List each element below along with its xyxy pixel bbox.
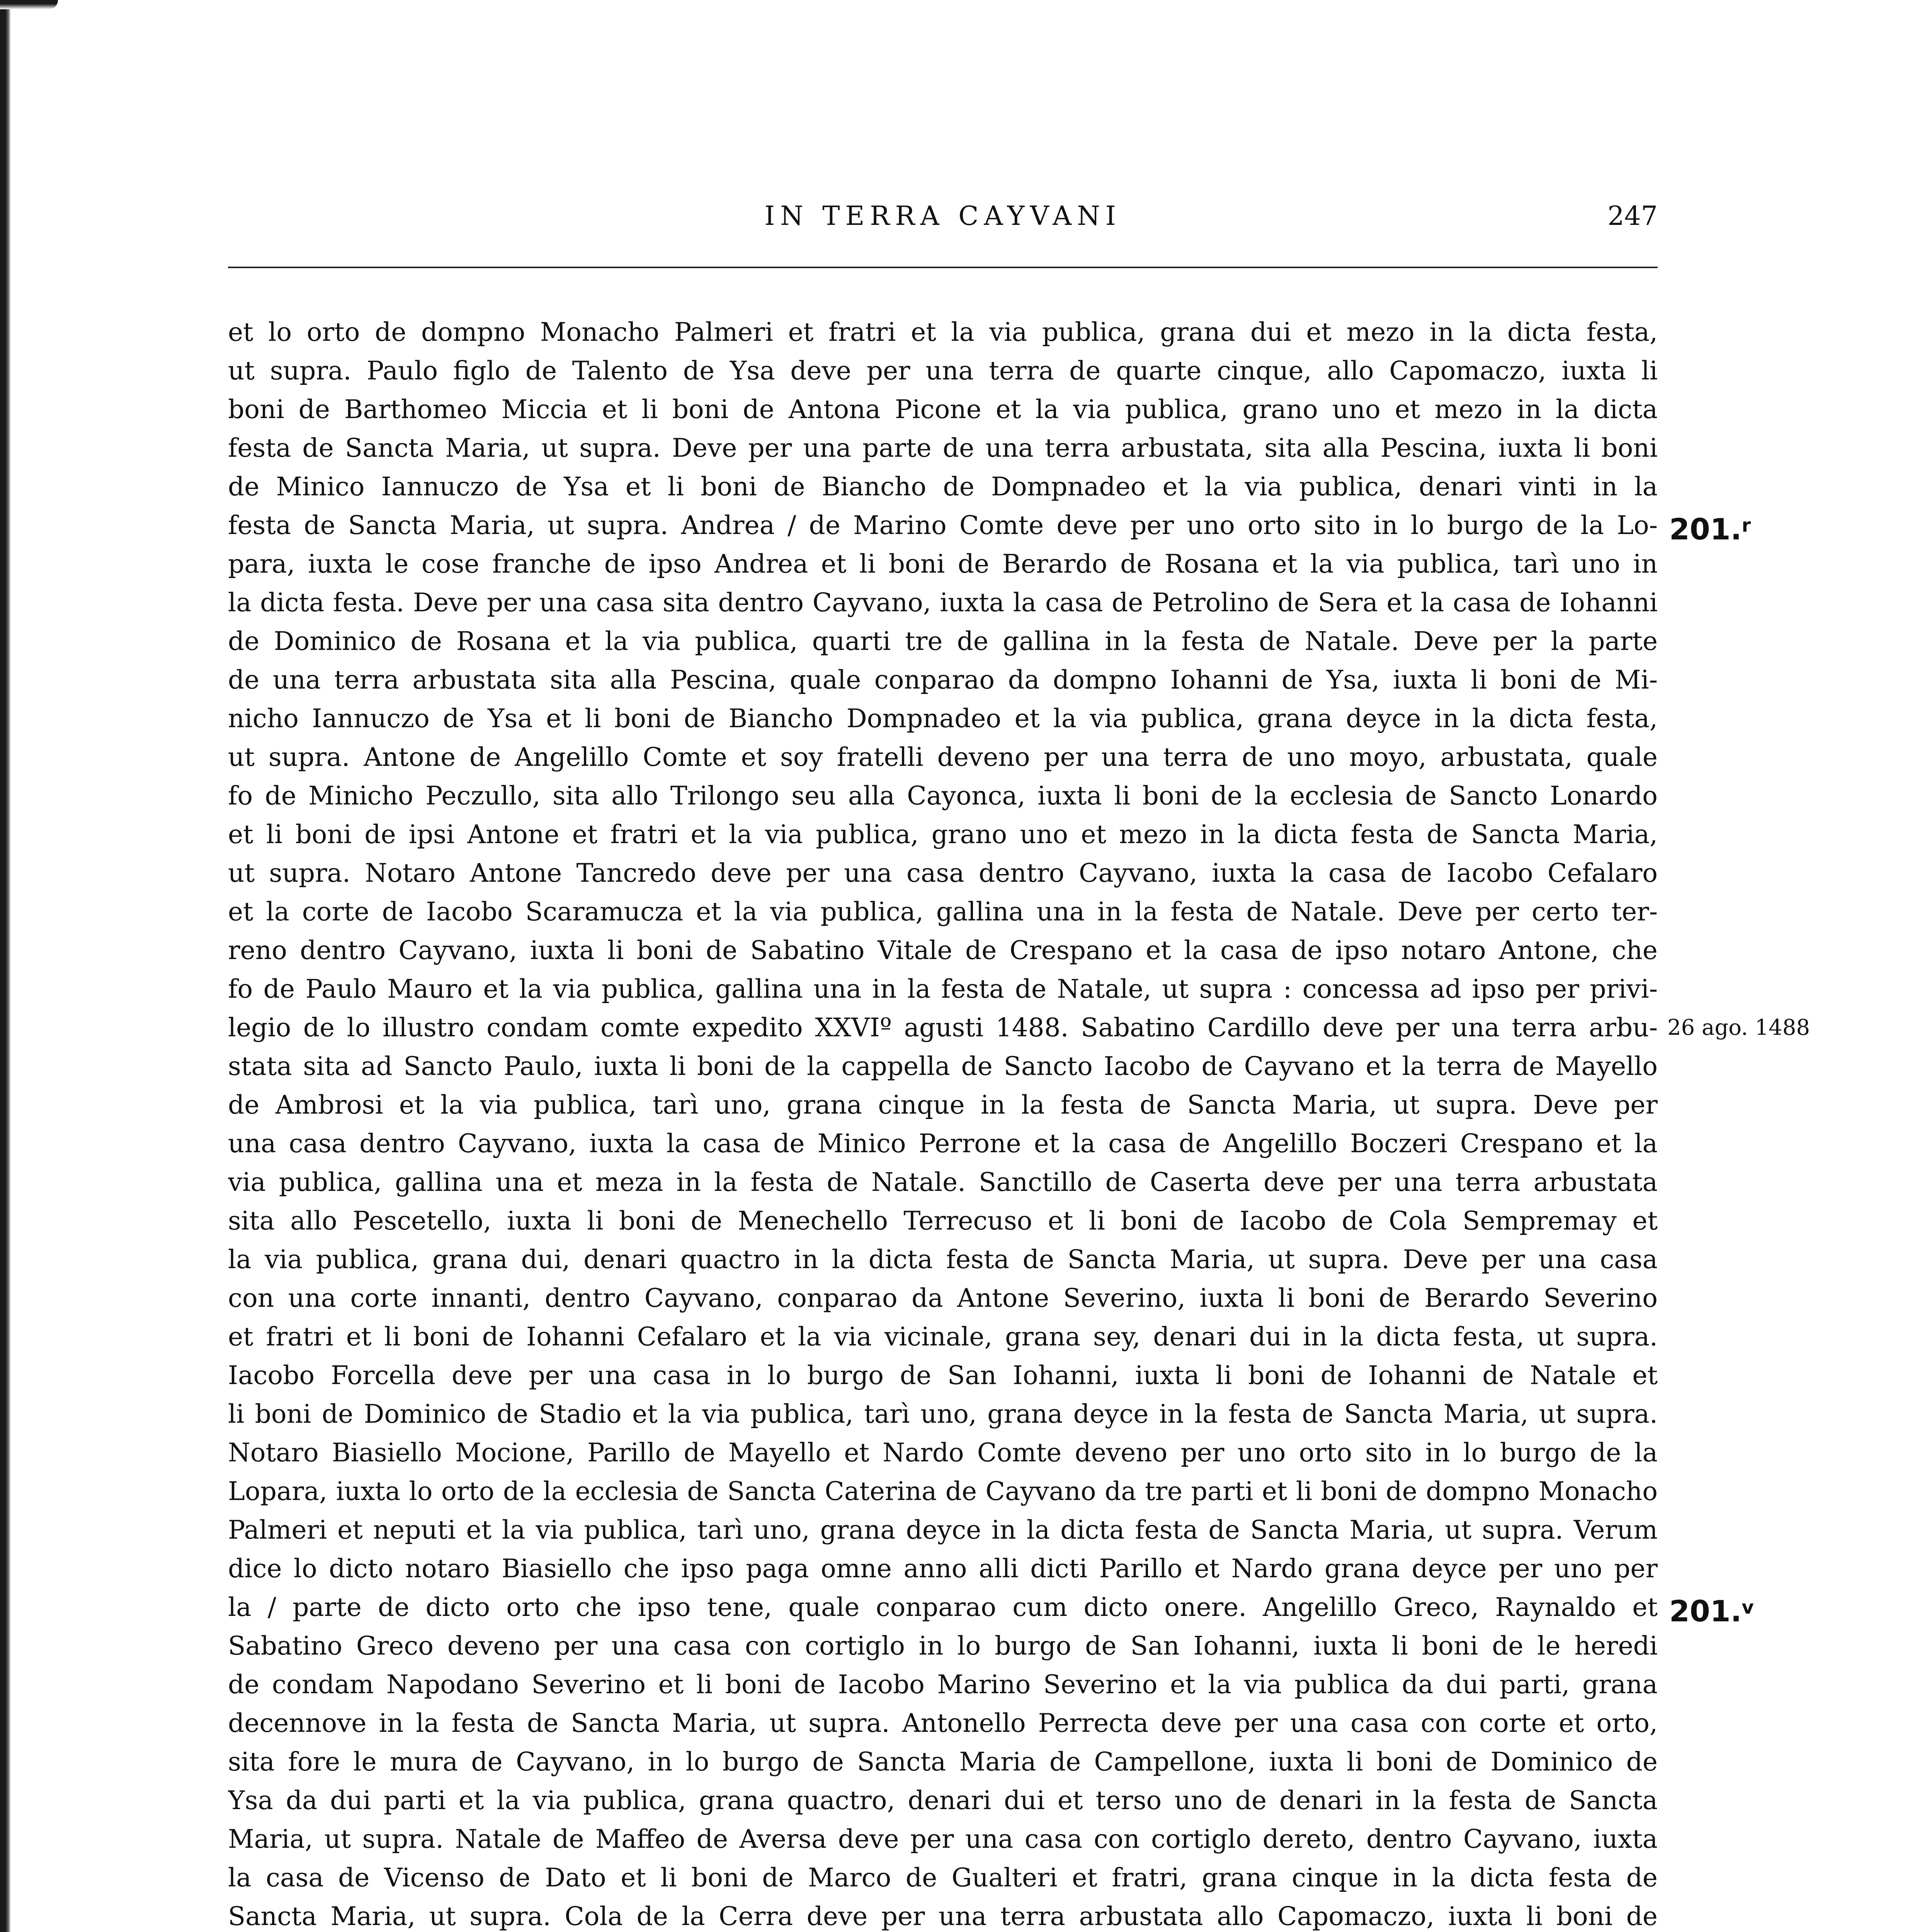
- text-line: Palmeri et neputi et la via publica, tarì uno, grana deyce in la dicta festa de Sancta Maria, ut supra. Verum: [228, 1515, 1658, 1545]
- folio-suffix: r: [1742, 515, 1751, 536]
- body-text: [228, 313, 1658, 1932]
- text-line: boni de Barthomeo Miccia et li boni de Antona Picone et la via publica, grano uno et mezo in la dicta: [228, 395, 1658, 424]
- text-line: de Minico Iannuczo de Ysa et li boni de Biancho de Dompnadeo et la via publica, denari vinti in la: [228, 472, 1658, 502]
- text-line: de Dominico de Rosana et la via publica, quarti tre de gallina in la festa de Natale. Deve per la parte: [228, 626, 1658, 656]
- text-line: sita allo Pescetello, iuxta li boni de Menechello Terrecuso et li boni de Iacobo de Cola Sempremay et: [228, 1206, 1658, 1236]
- text-line: li boni de Dominico de Stadio et la via publica, tarì uno, grana deyce in la festa de Sancta Maria, ut supra.: [228, 1399, 1658, 1429]
- text-line: dice lo dicto notaro Biasiello che ipso paga omne anno alli dicti Parillo et Nardo grana deyce per uno per: [228, 1554, 1658, 1583]
- text-line: festa de Sancta Maria, ut supra. Andrea / de Marino Comte deve per uno orto sito in lo burgo de la Lo-: [228, 510, 1658, 540]
- text-line: la casa de Vicenso de Dato et li boni de Marco de Gualteri et fratri, grana cinque in la dicta festa de: [228, 1863, 1658, 1893]
- text-line: et la corte de Iacobo Scaramucza et la via publica, gallina una in la festa de Natale. Deve per certo ter-: [228, 897, 1658, 927]
- header-rule: [228, 267, 1658, 268]
- folio-marker-201v: [1669, 1588, 1754, 1631]
- text-line: et lo orto de dompno Monacho Palmeri et fratri et la via publica, grana dui et mezo in la dicta festa,: [228, 317, 1658, 347]
- text-line: fo de Minicho Peczullo, sita allo Trilongo seu alla Cayonca, iuxta li boni de la ecclesia de Sancto Lonardo: [228, 781, 1658, 811]
- text-line: de condam Napodano Severino et li boni de Iacobo Marino Severino et la via publica da dui parti, grana: [228, 1670, 1658, 1699]
- text-line: et fratri et li boni de Iohanni Cefalaro et la via vicinale, grana sey, denari dui in la dicta festa, ut supra.: [228, 1322, 1658, 1352]
- margin-date-note: 26 ago. 1488: [1667, 1015, 1810, 1040]
- text-line: nicho Iannuczo de Ysa et li boni de Biancho Dompnadeo et la via publica, grana deyce in la dicta festa,: [228, 704, 1658, 733]
- text-line: Lopara, iuxta lo orto de la ecclesia de Sancta Caterina de Cayvano da tre parti et li boni de dompno Monacho: [228, 1476, 1658, 1506]
- text-line: con una corte innanti, dentro Cayvano, conparao da Antone Severino, iuxta li boni de Berardo Severino: [228, 1283, 1658, 1313]
- text-line: legio de lo illustro condam comte expedito XXVIº agusti 1488. Sabatino Cardillo deve per una terra arbu-: [228, 1013, 1658, 1043]
- text-line: Ysa da dui parti et la via publica, grana quactro, denari dui et terso uno de denari in la festa de Sancta: [228, 1786, 1658, 1815]
- text-line: Sabatino Greco deveno per una casa con cortiglo in lo burgo de San Iohanni, iuxta li boni de le heredi: [228, 1631, 1658, 1661]
- page-number: 247: [1607, 201, 1658, 231]
- text-line: Maria, ut supra. Natale de Maffeo de Aversa deve per una casa con cortiglo dereto, dentro Cayvano, iuxta: [228, 1824, 1658, 1854]
- text-line: ut supra. Antone de Angelillo Comte et soy fratelli deveno per una terra de uno moyo, arbustata, quale: [228, 742, 1658, 772]
- text-line: la via publica, grana dui, denari quactro in la dicta festa de Sancta Maria, ut supra. Deve per una casa: [228, 1245, 1658, 1274]
- folio-suffix: v: [1742, 1597, 1754, 1618]
- text-line: para, iuxta le cose franche de ipso Andrea et li boni de Berardo de Rosana et la via publica, tarì uno in: [228, 549, 1658, 579]
- text-line: de Ambrosi et la via publica, tarì uno, grana cinque in la festa de Sancta Maria, ut supra. Deve per: [228, 1090, 1658, 1120]
- text-line: ut supra. Paulo figlo de Talento de Ysa deve per una terra de quarte cinque, allo Capomaczo, iuxta li: [228, 356, 1658, 386]
- text-line: una casa dentro Cayvano, iuxta la casa de Minico Perrone et la casa de Angelillo Boczeri Crespano et la: [228, 1129, 1658, 1158]
- text-line: via publica, gallina una et meza in la festa de Natale. Sanctillo de Caserta deve per una terra arbustata: [228, 1167, 1658, 1197]
- text-line: sita fore le mura de Cayvano, in lo burgo de Sancta Maria de Campellone, iuxta li boni de Dominico de: [228, 1747, 1658, 1777]
- text-line: festa de Sancta Maria, ut supra. Deve per una parte de una terra arbustata, sita alla Pescina, iuxta li boni: [228, 433, 1658, 463]
- text-line: la dicta festa. Deve per una casa sita dentro Cayvano, iuxta la casa de Petrolino de Sera et la casa de Iohanni: [228, 588, 1658, 617]
- folio-number: 201.: [1669, 1594, 1742, 1628]
- text-line: Notaro Biasiello Mocione, Parillo de Mayello et Nardo Comte deveno per uno orto sito in lo burgo de la: [228, 1438, 1658, 1468]
- text-line: reno dentro Cayvano, iuxta li boni de Sabatino Vitale de Crespano et la casa de ipso notaro Antone, che: [228, 935, 1658, 965]
- text-line: Sancta Maria, ut supra. Cola de la Cerra deve per una terra arbustata allo Capomaczo, iuxta li boni de: [228, 1901, 1658, 1931]
- text-line: et li boni de ipsi Antone et fratri et la via publica, grano uno et mezo in la dicta festa de Sancta Maria,: [228, 820, 1658, 849]
- folio-marker-201r: [1669, 506, 1751, 549]
- scan-edge: [0, 0, 11, 1932]
- folio-number: 201.: [1669, 512, 1742, 546]
- text-line: ut supra. Notaro Antone Tancredo deve per una casa dentro Cayvano, iuxta la casa de Iacobo Cefalaro: [228, 858, 1658, 888]
- text-line: de una terra arbustata sita alla Pescina, quale conparao da dompno Iohanni de Ysa, iuxta li boni de Mi-: [228, 665, 1658, 695]
- text-line: Iacobo Forcella deve per una casa in lo burgo de San Iohanni, iuxta li boni de Iohanni de Natale et: [228, 1361, 1658, 1390]
- scan-edge-top: [0, 0, 58, 9]
- text-line: stata sita ad Sancto Paulo, iuxta li boni de la cappella de Sancto Iacobo de Cayvano et la terra de Mayello: [228, 1051, 1658, 1081]
- page-title: IN TERRA CAYVANI: [764, 201, 1121, 231]
- text-line: fo de Paulo Mauro et la via publica, gallina una in la festa de Natale, ut supra : concessa ad ipso per privi-: [228, 974, 1658, 1004]
- text-line: decennove in la festa de Sancta Maria, ut supra. Antonello Perrecta deve per una casa con corte et orto,: [228, 1708, 1658, 1738]
- running-head: [228, 197, 1658, 243]
- text-line: la / parte de dicto orto che ipso tene, quale conparao cum dicto onere. Angelillo Greco, Raynaldo et: [228, 1592, 1658, 1622]
